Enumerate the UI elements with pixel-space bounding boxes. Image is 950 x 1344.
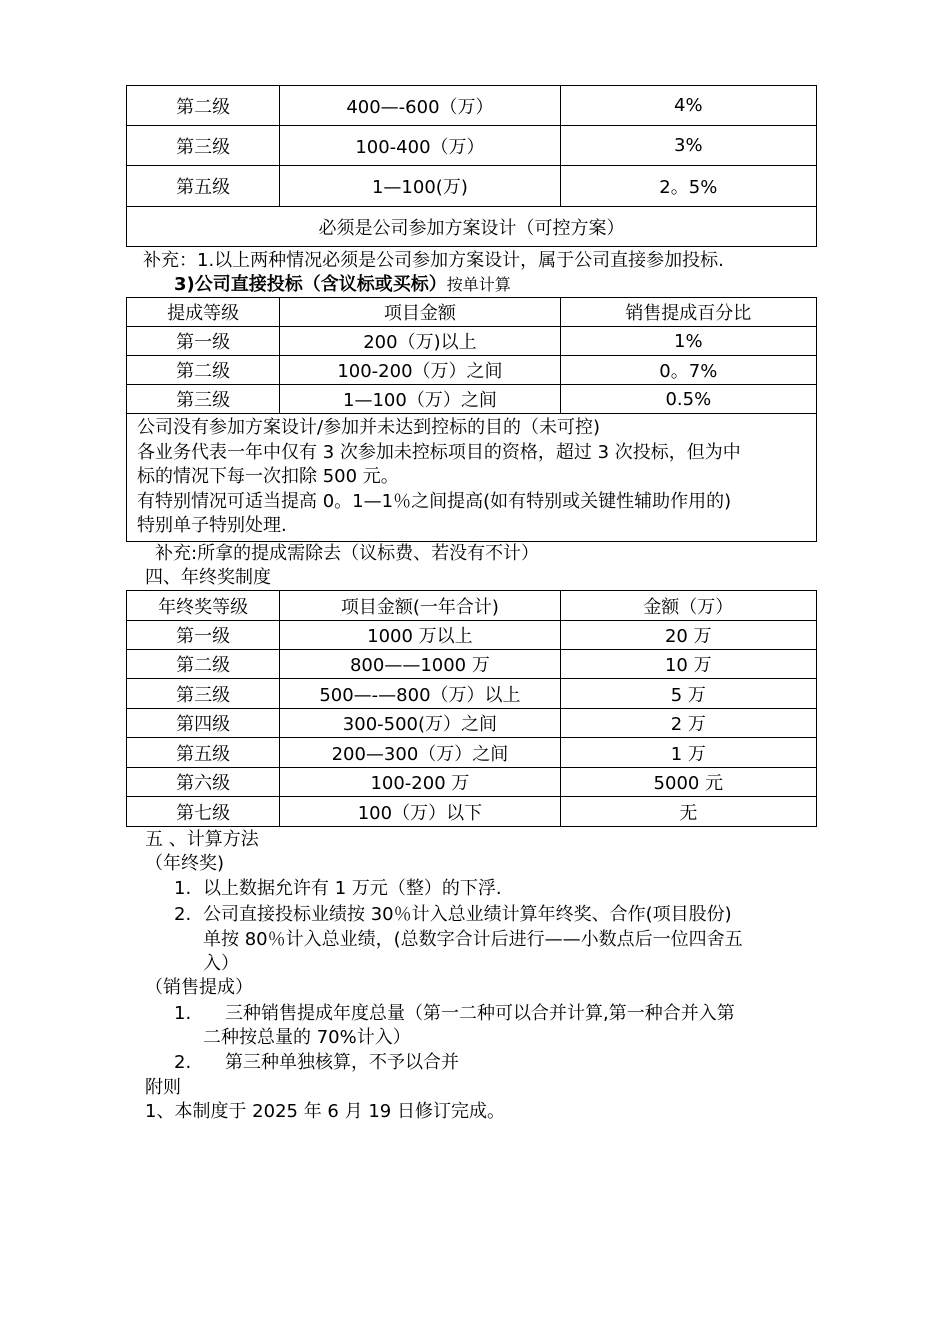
table-cell: 100-200 万 [280, 768, 560, 797]
table-cell: 100-400（万） [280, 126, 560, 166]
section-5-sub-year-end: （年终奖) [145, 853, 225, 874]
table-header-row [127, 298, 817, 327]
table-cell: 500—-—800（万）以上 [280, 679, 560, 709]
table-row [127, 86, 817, 126]
list-item: 第三种单独核算，不予以合并 [225, 1052, 459, 1073]
table-cell: 第三级 [127, 679, 280, 709]
list-item-continued: 单按 80％计入总业绩，(总数字合计后进行——小数点后一位四舍五 [203, 929, 743, 950]
table-cell: 1—100(万) [280, 166, 560, 207]
table-header-row [127, 591, 817, 621]
note-line: 公司没有参加方案设计/参加并未达到控标的目的（未可控) [137, 417, 601, 438]
table-cell: 2。5% [560, 166, 816, 207]
table-footer-cell: 必须是公司参加方案设计（可控方案） [127, 207, 817, 247]
section-4-heading: 四、年终奖制度 [145, 567, 271, 588]
table-cell: 5 万 [560, 679, 816, 709]
table-row [127, 327, 817, 356]
note-line: 特别单子特别处理. [137, 515, 287, 536]
supplement-note-2: 补充:所拿的提成需除去（议标费、若没有不计） [155, 543, 540, 564]
commission-table-continued [126, 85, 817, 247]
table-cell: 第二级 [127, 356, 280, 385]
table-cell: 0.5% [560, 385, 816, 414]
table-cell: 100（万）以下 [280, 797, 560, 827]
table-cell: 第五级 [127, 738, 280, 768]
table-cell: 1000 万以上 [280, 621, 560, 650]
table-row [127, 768, 817, 797]
table-cell: 1—100（万）之间 [280, 385, 560, 414]
table-cell: 1 万 [560, 738, 816, 768]
section-5-heading: 五 、计算方法 [145, 829, 259, 850]
table-cell: 200（万)以上 [280, 327, 560, 356]
table-cell: 无 [560, 797, 816, 827]
list-item-continued: 入） [203, 953, 239, 974]
direct-bid-commission-table [126, 297, 817, 542]
year-end-bonus-table [126, 590, 817, 827]
note-line: 各业务代表一年中仅有 3 次参加未控标项目的资格，超过 3 次投标，但为中 [137, 441, 741, 463]
table-row [127, 356, 817, 385]
table-row [127, 738, 817, 768]
table-cell: 0。7% [560, 356, 816, 385]
table-header-cell: 项目金额 [280, 298, 560, 327]
table-row [127, 621, 817, 650]
table-cell: 第一级 [127, 621, 280, 650]
table-footer-row [127, 207, 817, 247]
table-header-cell: 年终奖等级 [127, 591, 280, 621]
section-5-sub-sales: （销售提成） [145, 977, 253, 998]
appendix-heading: 附则 [145, 1077, 181, 1098]
table-header-cell: 项目金额(一年合计) [280, 591, 560, 621]
table-cell: 20 万 [560, 621, 816, 650]
list-item-number: 1. [174, 878, 192, 899]
table-cell: 第二级 [127, 650, 280, 679]
table-cell: 第三级 [127, 126, 280, 166]
table-notes-cell [127, 414, 817, 542]
table-row [127, 650, 817, 679]
table-cell: 2 万 [560, 709, 816, 738]
table-cell: 400—-600（万） [280, 86, 560, 126]
note-line: 有特别情况可适当提高 0。1—1％之间提高(如有特别或关键性辅助作用的) [137, 490, 732, 512]
table-cell: 第六级 [127, 768, 280, 797]
list-item-continued: 二种按总量的 70%计入） [203, 1027, 411, 1048]
table-row [127, 385, 817, 414]
list-item: 三种销售提成年度总量（第一二种可以合并计算,第一种合并入第 [225, 1003, 735, 1024]
table-cell: 第三级 [127, 385, 280, 414]
table-row [127, 797, 817, 827]
table-cell: 第五级 [127, 166, 280, 207]
list-item: 公司直接投标业绩按 30％计入总业绩计算年终奖、合作(项目股份) [203, 904, 732, 925]
note-line: 标的情况下每一次扣除 500 元。 [137, 466, 399, 487]
list-item: 以上数据允许有 1 万元（整）的下浮. [203, 878, 502, 899]
table-cell: 第二级 [127, 86, 280, 126]
table-cell: 300-500(万）之间 [280, 709, 560, 738]
section-3-heading [174, 273, 511, 297]
table-notes-row [127, 414, 817, 542]
table-cell: 800——1000 万 [280, 650, 560, 679]
table-cell: 200—300（万）之间 [280, 738, 560, 768]
table-cell: 10 万 [560, 650, 816, 679]
section-3-title: 3)公司直接投标（含议标或买标） [174, 274, 447, 295]
table-row [127, 166, 817, 207]
table-header-cell: 金额（万） [560, 591, 816, 621]
list-item-number: 1. [174, 1003, 192, 1024]
table-cell: 100-200（万）之间 [280, 356, 560, 385]
table-cell: 第四级 [127, 709, 280, 738]
table-row [127, 709, 817, 738]
table-cell: 4% [560, 86, 816, 126]
table-header-cell: 提成等级 [127, 298, 280, 327]
table-cell: 5000 元 [560, 768, 816, 797]
supplement-note-1: 补充：1.以上两种情况必须是公司参加方案设计，属于公司直接参加投标. [143, 250, 724, 271]
section-3-suffix: 按单计算 [446, 275, 511, 294]
list-item-number: 2. [174, 1052, 192, 1073]
table-cell: 第一级 [127, 327, 280, 356]
list-item-number: 2. [174, 904, 192, 925]
table-cell: 1% [560, 327, 816, 356]
table-row [127, 126, 817, 166]
appendix-item: 1、本制度于 2025 年 6 月 19 日修订完成。 [145, 1101, 505, 1122]
table-cell: 第七级 [127, 797, 280, 827]
table-row [127, 679, 817, 709]
table-cell: 3% [560, 126, 816, 166]
table-header-cell: 销售提成百分比 [560, 298, 816, 327]
